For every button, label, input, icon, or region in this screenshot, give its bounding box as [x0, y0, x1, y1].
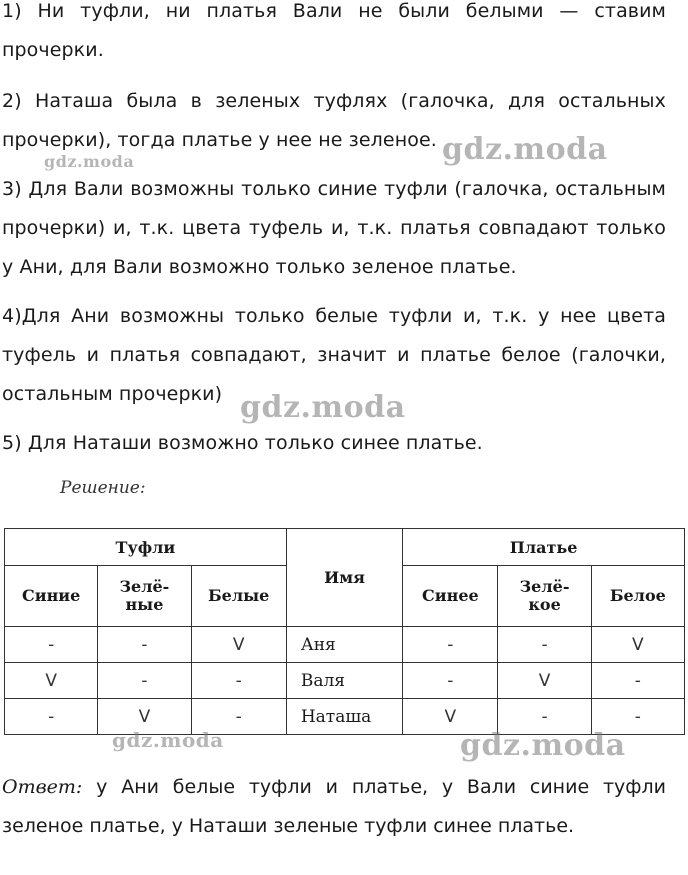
cell: V: [191, 627, 286, 663]
cell: V: [591, 627, 684, 663]
cell: -: [191, 663, 286, 699]
paragraph-1: 1) Ни туфли, ни платья Вали не были белыми — ставим прочерки.: [2, 0, 666, 61]
cell: -: [403, 663, 498, 699]
dress-col-green: Зелё-кое: [498, 566, 591, 627]
cell: -: [191, 699, 286, 735]
name-header: Имя: [286, 529, 402, 627]
row-name: Аня: [286, 627, 402, 663]
row-name: Валя: [286, 663, 402, 699]
dress-col-blue: Синее: [403, 566, 498, 627]
shoe-col-white: Белые: [191, 566, 286, 627]
cell: V: [5, 663, 98, 699]
watermark: gdz.moda: [44, 152, 135, 171]
cell: V: [98, 699, 191, 735]
watermark: gdz.moda: [460, 728, 626, 763]
watermark: gdz.moda: [112, 728, 224, 752]
solution-label: Решение:: [60, 478, 146, 498]
dress-col-white: Белое: [591, 566, 684, 627]
shoe-col-green: Зелё-ные: [98, 566, 191, 627]
cell: -: [98, 663, 191, 699]
row-name: Наташа: [286, 699, 402, 735]
paragraph-2: 2) Наташа была в зеленых туфлях (галочка, для остальных прочерки), тогда платье у нее не зеленое.: [2, 90, 666, 151]
cell: -: [591, 663, 684, 699]
paragraph-5: 5) Для Наташи возможно только синее платье.: [2, 432, 483, 454]
shoe-col-blue: Синие: [5, 566, 98, 627]
solution-table: [4, 528, 685, 735]
cell: V: [403, 699, 498, 735]
shoes-header: Туфли: [5, 529, 287, 566]
paragraph-3: 3) Для Вали возможны только синие туфли (галочка, остальным прочерки) и, т.к. цвета туфель и, т.к. платья совпадают только у Ани, для Вали возможно только зеленое платье.: [2, 178, 666, 278]
table-row: [5, 663, 685, 699]
watermark: gdz.moda: [240, 390, 406, 425]
cell: -: [403, 627, 498, 663]
answer: [2, 768, 666, 846]
paragraph-4: 4)Для Ани возможны только белые туфли и, т.к. у нее цвета туфель и платья совпадают, значит и платье белое (галочки, остальным прочерки): [2, 305, 666, 405]
cell: -: [5, 699, 98, 735]
cell: -: [5, 627, 98, 663]
dress-header: Платье: [403, 529, 685, 566]
cell: -: [498, 627, 591, 663]
cell: -: [98, 627, 191, 663]
watermark: gdz.moda: [442, 132, 608, 167]
cell: -: [591, 699, 684, 735]
table-row: [5, 627, 685, 663]
answer-label: Ответ:: [2, 776, 83, 798]
cell: V: [498, 663, 591, 699]
cell: -: [498, 699, 591, 735]
answer-text: у Ани белые туфли и платье, у Вали синие туфли зеленое платье, у Наташи зеленые туфли синее платье.: [2, 776, 666, 837]
